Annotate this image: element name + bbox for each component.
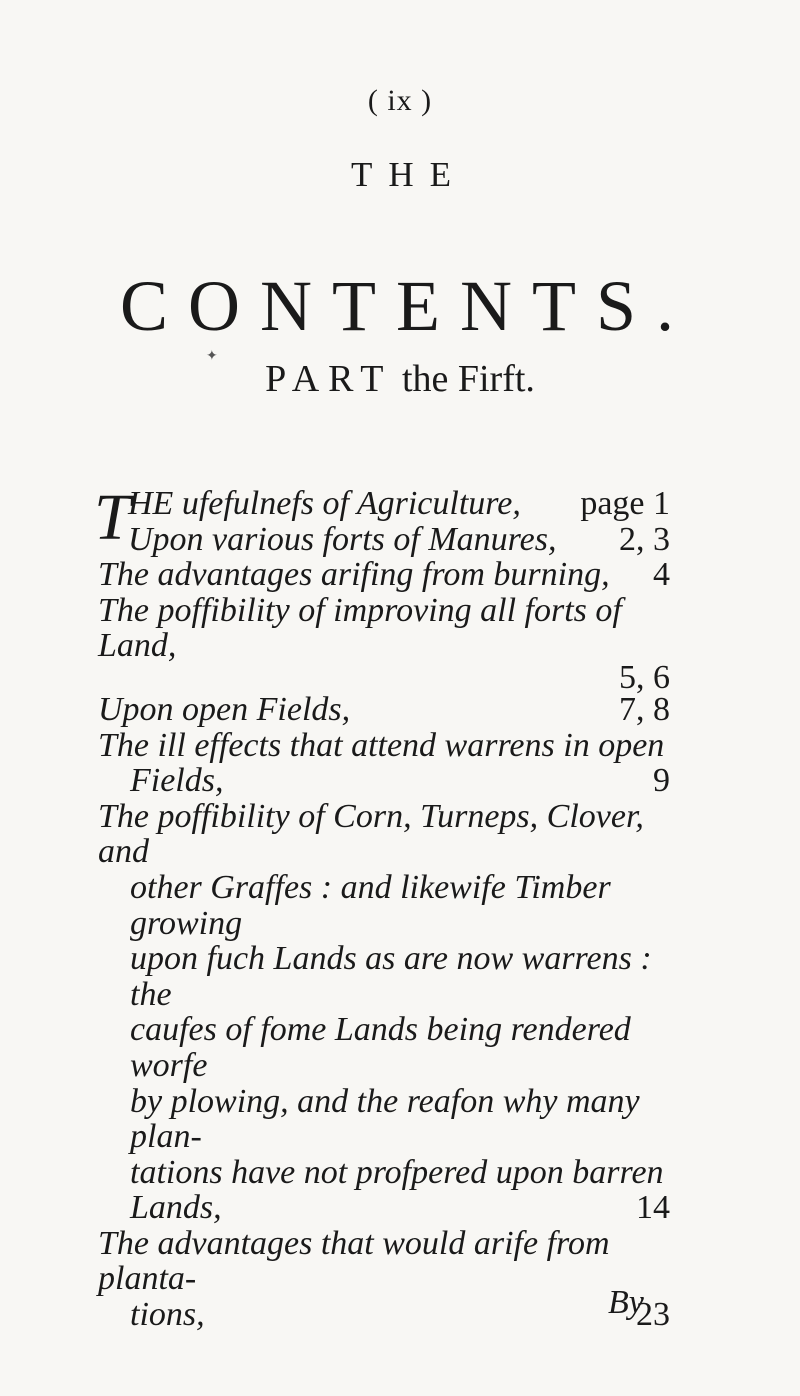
toc-entry-title: The poffibility of Corn, Turneps, Clover, and bbox=[98, 797, 644, 871]
toc-entry-title-cont: tations have not profpered upon barren bbox=[130, 1153, 664, 1191]
toc-entry-page: 9 bbox=[653, 762, 670, 800]
toc-entry-title-cont: upon fuch Lands as are now warrens : the bbox=[130, 940, 652, 1013]
heading-the: THE bbox=[350, 155, 468, 194]
toc-entry bbox=[98, 591, 670, 696]
toc-entry-title-cont: by plowing, and the reafon why many plan- bbox=[130, 1082, 640, 1156]
part-heading-rest: the Firft. bbox=[401, 358, 535, 400]
toc-entry bbox=[98, 1226, 670, 1333]
toc-entry-title: HE ufefulnefs of Agriculture, bbox=[128, 485, 521, 522]
toc-entry-title: The advantages that would arife from planta- bbox=[98, 1224, 610, 1298]
toc-entry-title-cont: Lands, bbox=[130, 1189, 222, 1227]
toc-entry-title: Upon various forts of Manures, bbox=[128, 520, 557, 558]
toc-entry-page: 2, 3 bbox=[619, 520, 670, 558]
toc-entry bbox=[98, 728, 670, 799]
toc-entry-page: 4 bbox=[653, 556, 670, 594]
toc-entry-title-cont: tions, bbox=[130, 1296, 205, 1334]
toc-entry-page: 7, 8 bbox=[619, 690, 670, 728]
toc-entry-title-cont: caufes of fome Lands being rendered worfe bbox=[130, 1011, 631, 1084]
part-heading bbox=[0, 357, 800, 401]
toc-entry-title: The ill effects that attend warrens in open bbox=[98, 726, 665, 764]
table-of-contents bbox=[94, 481, 670, 1334]
toc-entry bbox=[98, 692, 670, 728]
toc-entry bbox=[98, 799, 670, 1226]
part-heading-caps: PART bbox=[265, 358, 393, 400]
toc-entry-page: 5, 6 bbox=[619, 658, 670, 696]
toc-entry-title-cont: Fields, bbox=[130, 762, 224, 800]
toc-entry-title: The advantages arifing from burning, bbox=[98, 556, 610, 594]
ornament-mark: ✦ bbox=[206, 349, 218, 364]
toc-entry-title-cont: other Graffes : and likewife Timber growing bbox=[130, 868, 611, 942]
toc-entry-title: Upon open Fields, bbox=[98, 690, 351, 728]
catchword: By bbox=[608, 1284, 644, 1321]
drop-capital: T bbox=[94, 481, 131, 554]
toc-entry bbox=[98, 557, 670, 593]
page-number: ( ix ) bbox=[367, 84, 433, 117]
toc-entry bbox=[98, 522, 670, 558]
heading-contents: CONTENTS. bbox=[120, 266, 694, 346]
toc-entry-page: 23 bbox=[636, 1296, 670, 1334]
toc-entry-title: The poffibility of improving all forts of Land, bbox=[98, 591, 622, 665]
toc-entry-page: 14 bbox=[636, 1189, 670, 1227]
toc-entry-page: page 1 bbox=[580, 485, 670, 522]
